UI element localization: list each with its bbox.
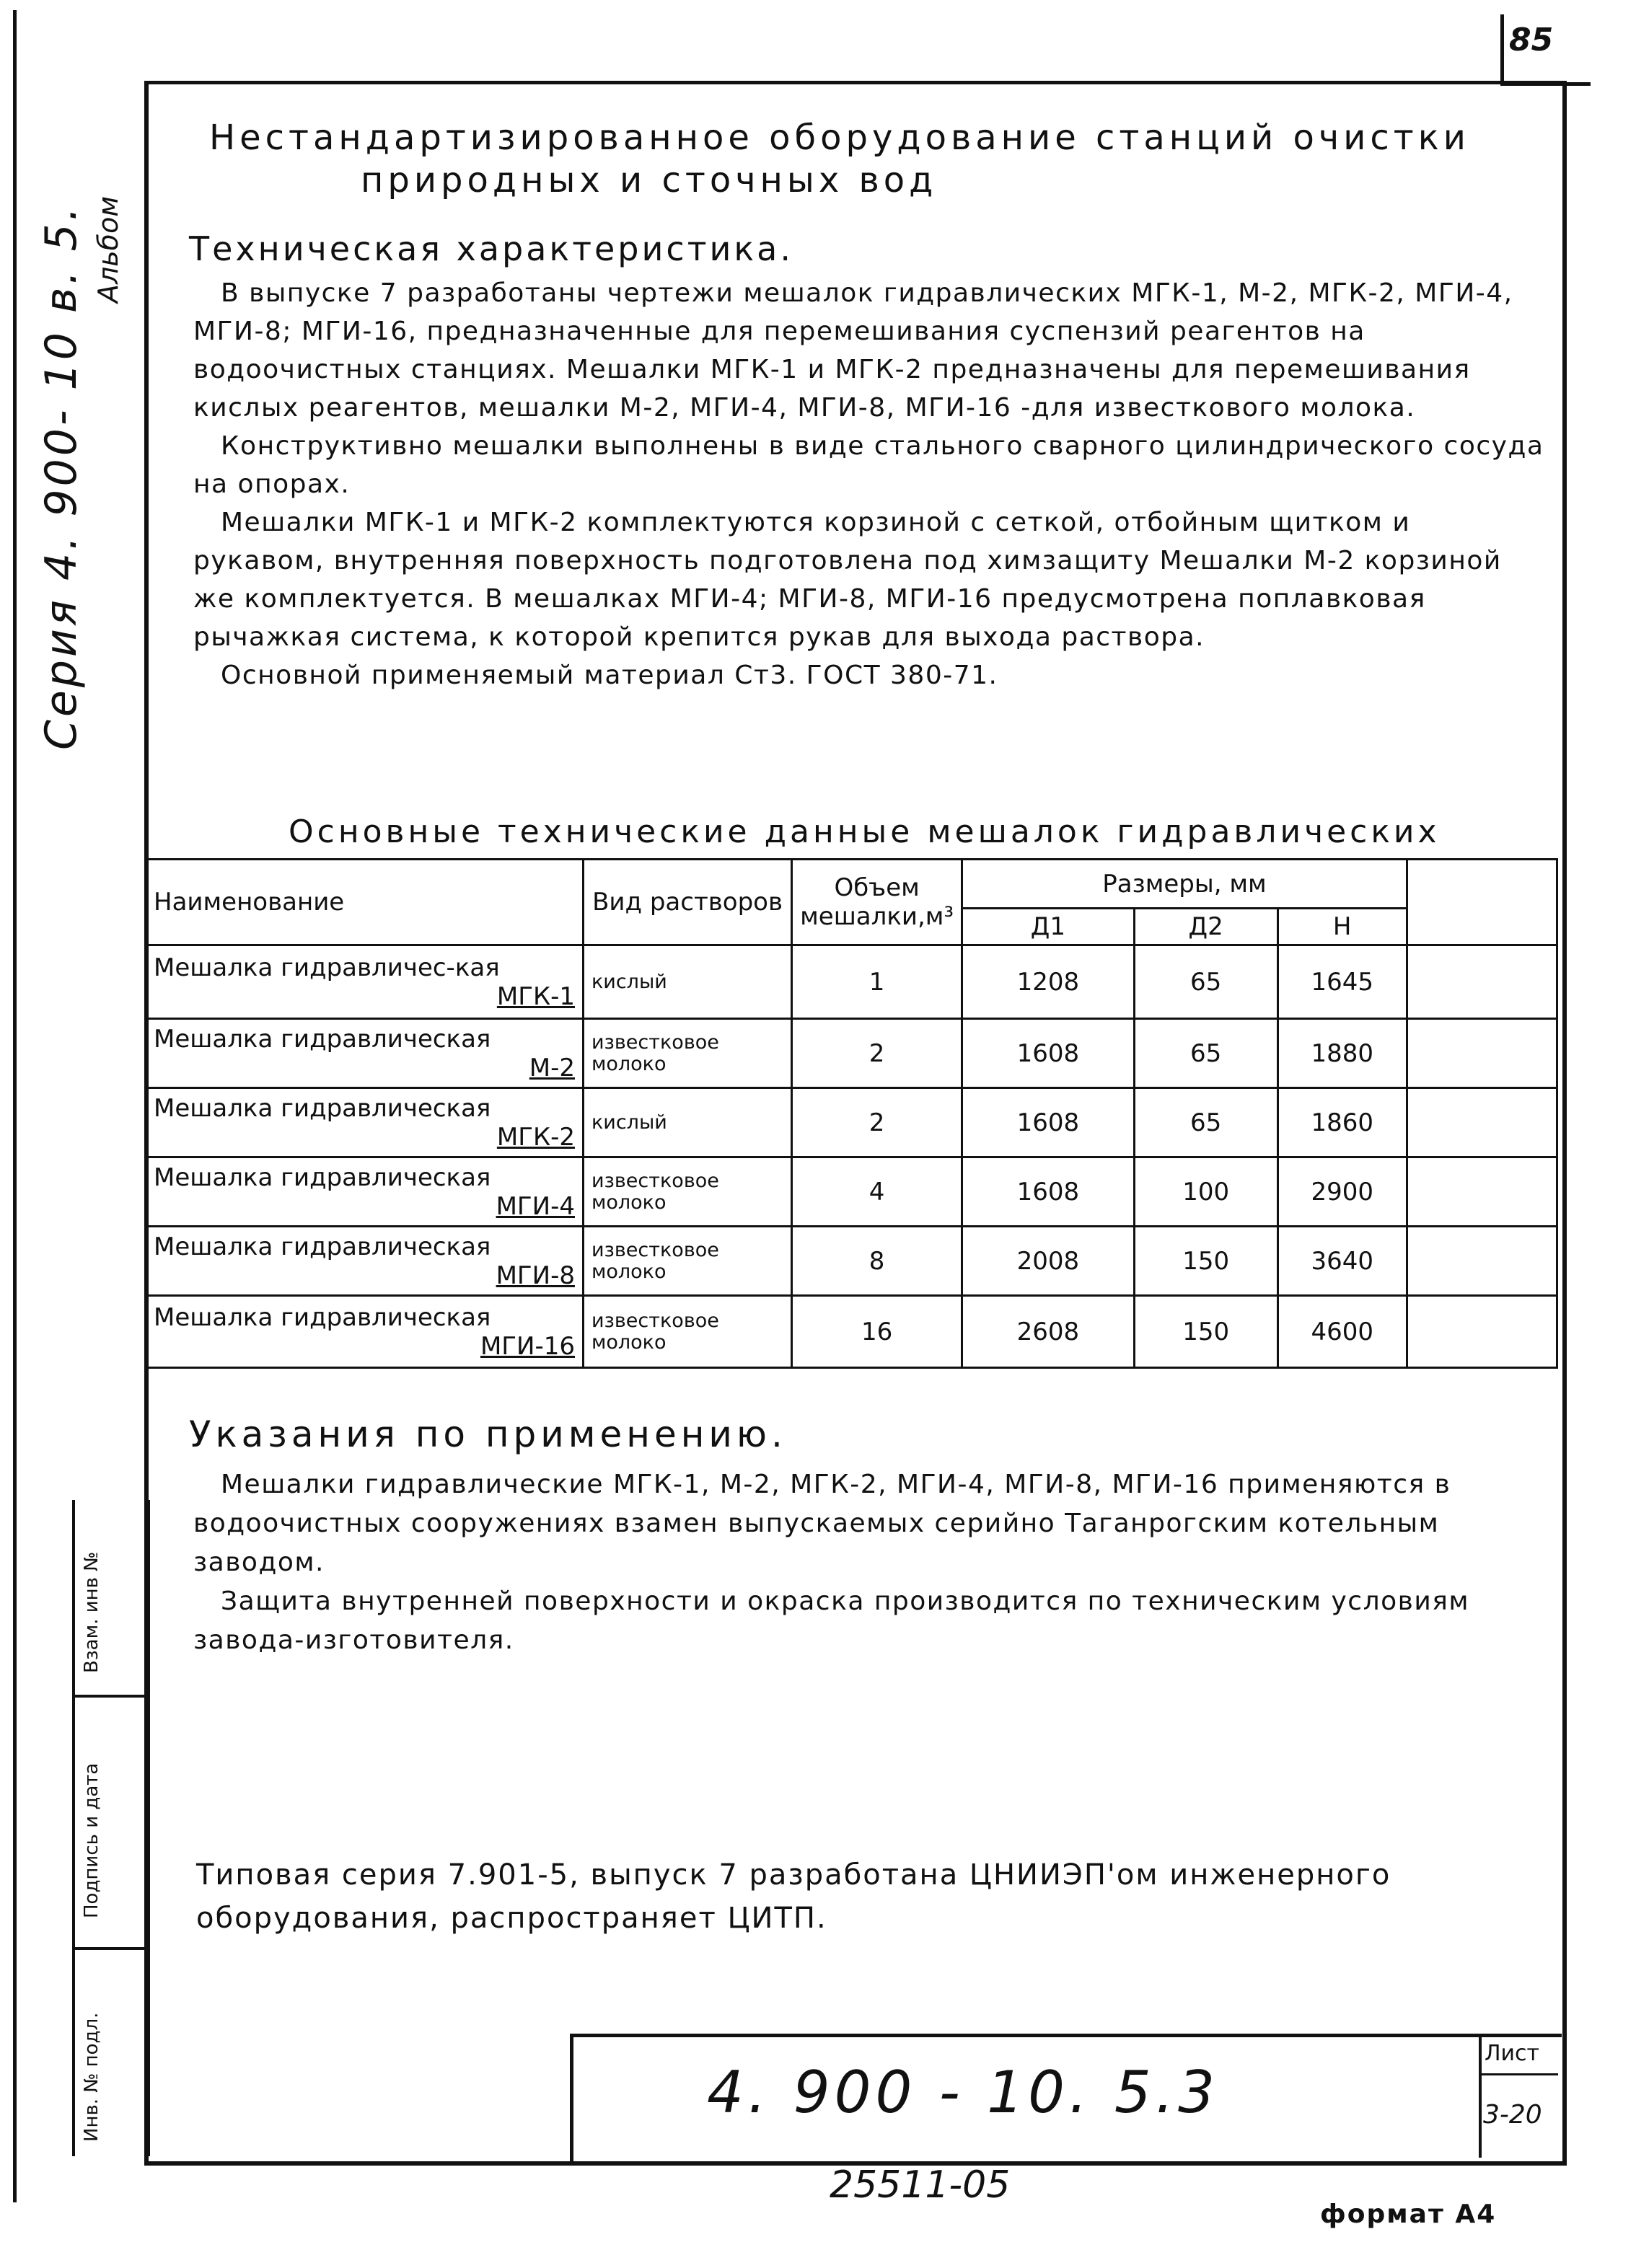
row-empty: [1407, 1157, 1557, 1227]
row-model: МГИ-8: [496, 1261, 575, 1290]
table-row: [146, 1157, 1557, 1227]
row-d1: 2608: [962, 1296, 1135, 1368]
footer-note: Типовая серия 7.901-5, выпуск 7 разработана ЦНИИЭП'ом инженерного оборудования, распространяет ЦИТП.: [196, 1858, 1391, 1935]
row-solution: известковое молоко: [583, 1227, 791, 1296]
header-d2: Д2: [1134, 909, 1277, 945]
table-header-row: [146, 860, 1557, 909]
table-row: [146, 1296, 1557, 1368]
row-d2: 65: [1134, 1019, 1277, 1088]
row-empty: [1407, 945, 1557, 1019]
row-name: Мешалка гидравлическая: [154, 1302, 491, 1332]
row-h: 3640: [1277, 1227, 1407, 1296]
row-model: М-2: [529, 1053, 575, 1082]
mixers-data-table: [144, 858, 1558, 1369]
side-series-label: Серия 4. 900- 10 в. 5.: [36, 204, 87, 750]
header-name: Наименование: [146, 860, 584, 945]
row-name: Мешалка гидравлическая: [154, 1024, 491, 1054]
row-h: 1860: [1277, 1088, 1407, 1157]
row-d1: 2008: [962, 1227, 1135, 1296]
tech-paragraph-2: Конструктивно мешалки выполнены в виде стального сварного цилиндрического сосуда на опорах.: [193, 431, 1544, 499]
header-volume: Объем мешалки,м³: [792, 860, 962, 945]
tech-heading: Техническая характеристика.: [189, 229, 793, 268]
row-volume: 4: [792, 1157, 962, 1227]
table-row: [146, 945, 1557, 1019]
usage-text: [193, 1465, 1549, 1660]
sheet-number: 3-20: [1483, 2100, 1542, 2130]
strip-cell-replace: Взам. инв №: [81, 1551, 102, 1673]
usage-paragraph-2: Защита внутренней поверхности и окраска производится по техническим условиям завода-изготовителя.: [193, 1587, 1470, 1655]
row-volume: 2: [792, 1019, 962, 1088]
row-name: Мешалка гидравличес-кая: [154, 953, 500, 982]
table-row: [146, 1019, 1557, 1088]
table-row: [146, 1227, 1557, 1296]
row-volume: 1: [792, 945, 962, 1019]
paper-format: формат А4: [1320, 2199, 1497, 2229]
row-empty: [1407, 1088, 1557, 1157]
row-empty: [1407, 1019, 1557, 1088]
row-volume: 2: [792, 1088, 962, 1157]
row-name: Мешалка гидравлическая: [154, 1093, 491, 1123]
row-h: 4600: [1277, 1296, 1407, 1368]
row-d1: 1608: [962, 1019, 1135, 1088]
sheet-label: Лист: [1485, 2041, 1540, 2066]
row-d1: 1208: [962, 945, 1135, 1019]
archive-number: 25511-05: [830, 2163, 1011, 2207]
usage-heading: Указания по применению.: [189, 1413, 787, 1455]
table-caption: Основные технические данные мешалок гидравлических: [289, 813, 1441, 850]
row-model: МГК-2: [496, 1122, 575, 1152]
document-title-line1: Нестандартизированное оборудование станций очистки: [209, 118, 1470, 158]
header-solution: Вид растворов: [583, 860, 791, 945]
page-number: 85: [1509, 22, 1554, 58]
row-d2: 150: [1134, 1227, 1277, 1296]
tech-paragraph-3: Мешалки МГК-1 и МГК-2 комплектуются корзиной с сеткой, отбойным щитком и рукавом, внутренняя поверхность подготовлена под химзащиту Мешалки М-2 корзиной же комплектуется. В мешалках МГИ-4; МГИ-8, МГИ-16 предусмотрена поплавковая рычажкая система, к которой крепится рукав для выхода раствора.: [193, 508, 1502, 652]
row-solution: известковое молоко: [583, 1296, 791, 1368]
strip-cell-signature: Подпись и дата: [81, 1762, 102, 1918]
strip-cell-inventory: Инв. № подл.: [81, 2012, 102, 2142]
row-empty: [1407, 1227, 1557, 1296]
row-d2: 150: [1134, 1296, 1277, 1368]
usage-paragraph-1: Мешалки гидравлические МГК-1, М-2, МГК-2, МГИ-4, МГИ-8, МГИ-16 применяются в водоочистных сооружениях взамен выпускаемых серийно Таганрогским котельным заводом.: [193, 1470, 1451, 1577]
side-album-label: Альбом: [92, 195, 124, 303]
row-model: МГИ-16: [480, 1331, 575, 1361]
row-solution: известковое молоко: [583, 1019, 791, 1088]
row-d2: 65: [1134, 1088, 1277, 1157]
tech-description: [193, 274, 1549, 694]
row-h: 1880: [1277, 1019, 1407, 1088]
row-solution: кислый: [583, 945, 791, 1019]
strip-divider: [72, 1947, 144, 1950]
document-code: 4. 900 - 10. 5.3: [707, 2059, 1220, 2126]
strip-divider: [72, 1695, 144, 1698]
row-d2: 65: [1134, 945, 1277, 1019]
row-solution: кислый: [583, 1088, 791, 1157]
row-solution: известковое молоко: [583, 1157, 791, 1227]
row-model: МГИ-4: [496, 1191, 575, 1221]
row-empty: [1407, 1296, 1557, 1368]
header-empty: [1407, 860, 1557, 945]
row-d1: 1608: [962, 1088, 1135, 1157]
sheet-divider: [1479, 2073, 1558, 2075]
row-h: 2900: [1277, 1157, 1407, 1227]
row-volume: 8: [792, 1227, 962, 1296]
row-d2: 100: [1134, 1157, 1277, 1227]
tech-paragraph-4: Основной применяемый материал Ст3. ГОСТ 380-71.: [221, 661, 998, 690]
tech-paragraph-1: В выпуске 7 разработаны чертежи мешалок гидравлических МГК-1, М-2, МГК-2, МГИ-4, МГИ-8; МГИ-16, предназначенные для перемешивания суспензий реагентов на водоочистных станциях. Мешалки МГК-1 и МГК-2 предназначены для перемешивания кислых реагентов, мешалки М-2, МГИ-4, МГИ-8, МГИ-16 -для известкового молока.: [193, 278, 1513, 423]
header-d1: Д1: [962, 909, 1135, 945]
row-name: Мешалка гидравлическая: [154, 1232, 491, 1261]
row-d1: 1608: [962, 1157, 1135, 1227]
row-model: МГК-1: [496, 981, 575, 1011]
header-h: Н: [1277, 909, 1407, 945]
table-row: [146, 1088, 1557, 1157]
row-volume: 16: [792, 1296, 962, 1368]
header-dimensions: Размеры, мм: [962, 860, 1407, 909]
row-h: 1645: [1277, 945, 1407, 1019]
document-title-line2: природных и сточных вод: [361, 160, 938, 200]
row-name: Мешалка гидравлическая: [154, 1162, 491, 1192]
